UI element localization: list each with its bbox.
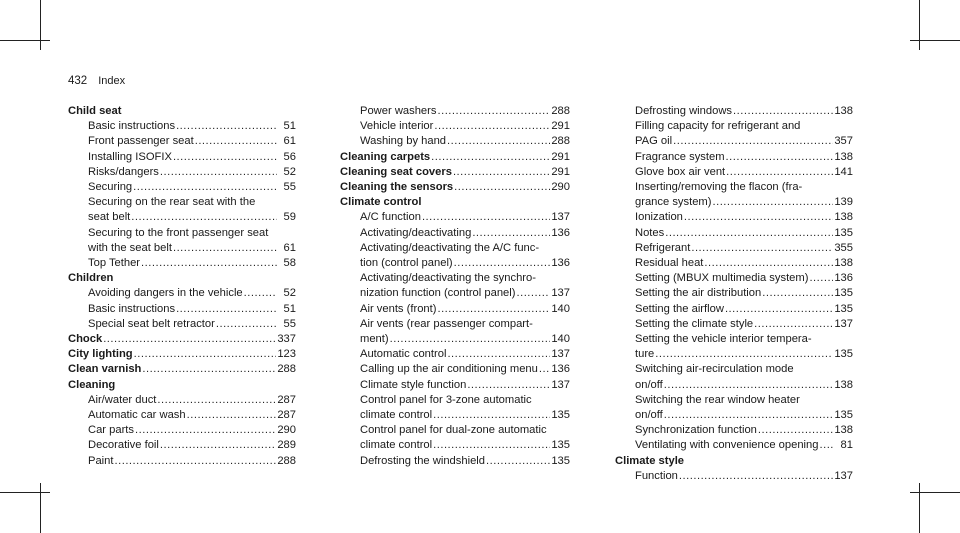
page-reference[interactable]: 287 bbox=[277, 393, 296, 406]
page-reference[interactable]: 288 bbox=[551, 105, 570, 117]
entry-label: A/C function bbox=[360, 211, 421, 224]
index-entry[interactable] bbox=[68, 408, 296, 423]
leader-dots bbox=[539, 362, 550, 377]
index-entry[interactable] bbox=[615, 286, 853, 301]
crop-mark bbox=[0, 492, 50, 493]
crop-mark bbox=[919, 0, 920, 50]
page-reference[interactable]: 139 bbox=[834, 196, 853, 209]
leader-dots bbox=[160, 165, 277, 180]
page-reference[interactable]: 135 bbox=[551, 409, 570, 422]
crop-mark bbox=[910, 492, 960, 493]
index-entry[interactable] bbox=[340, 226, 570, 241]
leader-dots bbox=[691, 241, 833, 256]
index-entry-text: Inserting/removing the flacon (fra- bbox=[635, 181, 803, 194]
index-entry-text: Air vents (rear passenger compart- bbox=[360, 317, 533, 330]
index-entry[interactable] bbox=[615, 302, 853, 317]
entry-label: Climate style function bbox=[360, 378, 467, 391]
page-reference[interactable]: 135 bbox=[834, 287, 853, 300]
entry-label: City lighting bbox=[68, 348, 133, 361]
leader-dots bbox=[431, 150, 550, 165]
entry-label: climate control bbox=[360, 409, 433, 422]
entry-label: Ventilating with convenience opening bbox=[635, 439, 819, 452]
index-entry[interactable] bbox=[340, 378, 570, 393]
leader-dots bbox=[134, 347, 277, 362]
index-heading: Cleaning bbox=[68, 378, 116, 391]
leader-dots bbox=[115, 454, 277, 469]
index-entry[interactable] bbox=[68, 286, 296, 301]
index-entry[interactable] bbox=[340, 134, 570, 149]
entry-label: Front passenger seat bbox=[88, 135, 194, 148]
index-heading: Climate control bbox=[340, 196, 422, 209]
index-heading-entry[interactable] bbox=[68, 332, 296, 347]
page-reference[interactable]: 140 bbox=[551, 333, 570, 346]
page-reference[interactable]: 288 bbox=[277, 454, 296, 467]
index-entry-text: Securing on the rear seat with the bbox=[88, 196, 256, 209]
entry-label: Setting the airflow bbox=[635, 302, 724, 315]
index-column-2 bbox=[340, 104, 570, 469]
leader-dots bbox=[141, 256, 277, 271]
leader-dots bbox=[454, 180, 550, 195]
leader-dots bbox=[725, 302, 833, 317]
leader-dots bbox=[516, 286, 550, 301]
index-entry[interactable] bbox=[68, 119, 296, 134]
page-reference[interactable]: 357 bbox=[834, 135, 853, 148]
page-reference[interactable]: 288 bbox=[551, 135, 570, 148]
page-reference[interactable]: 136 bbox=[834, 272, 853, 285]
entry-label: Cleaning the sensors bbox=[340, 181, 454, 194]
index-entry-text: Filling capacity for refrigerant and bbox=[635, 120, 801, 133]
leader-dots bbox=[437, 302, 550, 317]
leader-dots bbox=[160, 438, 276, 453]
leader-dots bbox=[655, 347, 833, 362]
page-reference[interactable]: 288 bbox=[277, 363, 296, 376]
leader-dots bbox=[216, 317, 277, 332]
leader-dots bbox=[472, 226, 550, 241]
crop-mark bbox=[910, 40, 960, 41]
entry-label: Defrosting the windshield bbox=[360, 454, 485, 467]
leader-dots bbox=[486, 454, 550, 469]
leader-dots bbox=[758, 423, 833, 438]
leader-dots bbox=[679, 469, 833, 484]
index-entry[interactable] bbox=[340, 119, 570, 134]
index-entry[interactable] bbox=[615, 317, 853, 332]
leader-dots bbox=[390, 332, 551, 347]
entry-label: Ionization bbox=[635, 211, 683, 224]
entry-label: Setting the climate style bbox=[635, 317, 754, 330]
page-reference[interactable]: 136 bbox=[551, 257, 570, 270]
entry-label: Refrigerant bbox=[635, 241, 691, 254]
entry-label: climate control bbox=[360, 439, 433, 452]
index-heading: Children bbox=[68, 272, 114, 285]
leader-dots bbox=[447, 347, 550, 362]
leader-dots bbox=[135, 423, 276, 438]
index-heading-entry[interactable] bbox=[68, 347, 296, 362]
entry-label: Securing bbox=[88, 181, 133, 194]
entry-label: on/off bbox=[635, 409, 663, 422]
entry-label: Calling up the air conditioning menu bbox=[360, 363, 538, 376]
index-entry-text: Securing to the front passenger seat bbox=[88, 226, 269, 239]
index-entry[interactable] bbox=[340, 332, 570, 347]
entry-label: Power washers bbox=[360, 105, 437, 117]
index-entry[interactable] bbox=[340, 256, 570, 271]
index-heading: Climate style bbox=[615, 454, 685, 467]
page-reference[interactable]: 61 bbox=[283, 135, 296, 148]
leader-dots bbox=[454, 256, 551, 271]
leader-dots bbox=[142, 362, 276, 377]
entry-label: ment) bbox=[360, 333, 389, 346]
page-reference[interactable]: 135 bbox=[551, 439, 570, 452]
page-reference[interactable]: 140 bbox=[551, 302, 570, 315]
entry-label: Air/water duct bbox=[88, 393, 157, 406]
page-reference[interactable]: 51 bbox=[283, 120, 296, 133]
leader-dots bbox=[437, 104, 550, 119]
entry-label: Basic instructions bbox=[88, 120, 176, 133]
index-entry[interactable] bbox=[615, 256, 853, 271]
entry-label: Cleaning carpets bbox=[340, 150, 431, 163]
index-entry[interactable] bbox=[615, 150, 853, 165]
index-entry[interactable] bbox=[68, 454, 296, 469]
page-reference[interactable]: 137 bbox=[551, 348, 570, 361]
page-reference[interactable]: 355 bbox=[834, 241, 853, 254]
leader-dots bbox=[131, 210, 277, 225]
crop-mark bbox=[40, 483, 41, 533]
leader-dots bbox=[704, 256, 833, 271]
page-reference[interactable]: 291 bbox=[551, 120, 570, 133]
page-reference[interactable]: 138 bbox=[834, 257, 853, 270]
page-reference[interactable]: 135 bbox=[551, 454, 570, 467]
page-reference[interactable]: 137 bbox=[551, 287, 570, 300]
page-reference[interactable]: 141 bbox=[834, 165, 853, 178]
index-heading-entry[interactable] bbox=[340, 180, 570, 195]
leader-dots bbox=[726, 150, 834, 165]
entry-label: Chock bbox=[68, 333, 103, 346]
entry-label: Special seat belt retractor bbox=[88, 317, 215, 330]
index-entry[interactable] bbox=[68, 423, 296, 438]
leader-dots bbox=[187, 408, 277, 423]
index-entry-text: Control panel for 3-zone automatic bbox=[360, 393, 532, 406]
index-entry[interactable] bbox=[68, 438, 296, 453]
entry-label: with the seat belt bbox=[88, 241, 172, 254]
index-entry[interactable] bbox=[68, 256, 296, 271]
entry-label: Installing ISOFIX bbox=[88, 150, 172, 163]
page-reference[interactable]: 137 bbox=[551, 211, 570, 224]
index-entry[interactable] bbox=[68, 317, 296, 332]
crop-mark bbox=[40, 0, 41, 50]
page-reference[interactable]: 51 bbox=[283, 302, 296, 315]
leader-dots bbox=[467, 378, 550, 393]
entry-label: nization function (control panel) bbox=[360, 287, 516, 300]
index-entry[interactable] bbox=[615, 438, 853, 453]
page-reference[interactable]: 136 bbox=[551, 226, 570, 239]
index-entry[interactable] bbox=[68, 165, 296, 180]
entry-label: Clean varnish bbox=[68, 363, 142, 376]
page-reference[interactable]: 138 bbox=[834, 105, 853, 117]
entry-label: Notes bbox=[635, 226, 665, 239]
page-reference[interactable]: 290 bbox=[277, 424, 296, 437]
page-reference[interactable]: 289 bbox=[277, 439, 296, 452]
index-entry[interactable] bbox=[615, 271, 853, 286]
index-entry[interactable] bbox=[615, 378, 853, 393]
entry-label: Risks/dangers bbox=[88, 165, 159, 178]
index-entry[interactable] bbox=[68, 302, 296, 317]
page-reference[interactable]: 136 bbox=[551, 363, 570, 376]
page-reference[interactable]: 61 bbox=[283, 241, 296, 254]
index-heading-entry[interactable] bbox=[340, 165, 570, 180]
entry-label: Glove box air vent bbox=[635, 165, 726, 178]
crop-mark bbox=[0, 40, 50, 41]
index-entry-text: Activating/deactivating the A/C func- bbox=[360, 241, 540, 254]
page-header bbox=[68, 75, 125, 87]
page-reference[interactable]: 138 bbox=[834, 378, 853, 391]
entry-label: Defrosting windows bbox=[635, 105, 733, 117]
index-entry[interactable] bbox=[340, 104, 570, 119]
leader-dots bbox=[665, 226, 833, 241]
entry-label: grance system) bbox=[635, 196, 712, 209]
index-entry-text: Control panel for dual-zone automatic bbox=[360, 424, 547, 437]
page-reference[interactable]: 58 bbox=[283, 257, 296, 270]
page-reference[interactable]: 291 bbox=[551, 165, 570, 178]
entry-label: Activating/deactivating bbox=[360, 226, 472, 239]
entry-label: ture bbox=[635, 348, 655, 361]
index-entry[interactable] bbox=[615, 408, 853, 423]
index-heading-entry[interactable] bbox=[340, 150, 570, 165]
page-reference[interactable]: 135 bbox=[834, 226, 853, 239]
page-reference[interactable]: 135 bbox=[834, 409, 853, 422]
index-entry-text: Switching the rear window heater bbox=[635, 393, 800, 406]
leader-dots bbox=[173, 241, 277, 256]
index-entry[interactable] bbox=[340, 347, 570, 362]
entry-label: Fragrance system bbox=[635, 150, 725, 163]
leader-dots bbox=[157, 393, 276, 408]
index-entry[interactable] bbox=[615, 347, 853, 362]
index-entry[interactable] bbox=[615, 226, 853, 241]
index-entry[interactable] bbox=[615, 134, 853, 149]
entry-label: Washing by hand bbox=[360, 135, 447, 148]
entry-label: Cleaning seat covers bbox=[340, 165, 452, 178]
leader-dots bbox=[453, 165, 550, 180]
entry-label: Basic instructions bbox=[88, 302, 176, 315]
leader-dots bbox=[244, 286, 277, 301]
index-entry[interactable] bbox=[340, 438, 570, 453]
index-entry[interactable] bbox=[615, 165, 853, 180]
index-entry[interactable] bbox=[615, 195, 853, 210]
leader-dots bbox=[754, 317, 833, 332]
page-reference[interactable]: 56 bbox=[283, 150, 296, 163]
leader-dots bbox=[726, 165, 833, 180]
index-entry-text: Setting the vehicle interior tempera- bbox=[635, 333, 812, 346]
index-heading-entry[interactable] bbox=[68, 362, 296, 377]
page-reference[interactable]: 52 bbox=[283, 287, 296, 300]
index-entry[interactable] bbox=[615, 210, 853, 225]
leader-dots bbox=[664, 378, 834, 393]
leader-dots bbox=[195, 134, 277, 149]
entry-label: Decorative foil bbox=[88, 439, 159, 452]
index-entry[interactable] bbox=[340, 408, 570, 423]
entry-label: PAG oil bbox=[635, 135, 673, 148]
index-entry[interactable] bbox=[68, 134, 296, 149]
page-reference[interactable]: 138 bbox=[834, 211, 853, 224]
leader-dots bbox=[103, 332, 276, 347]
page-reference[interactable]: 59 bbox=[283, 211, 296, 224]
page-reference[interactable]: 135 bbox=[834, 302, 853, 315]
page-reference[interactable]: 291 bbox=[551, 150, 570, 163]
entry-label: Function bbox=[635, 469, 678, 482]
leader-dots bbox=[673, 134, 833, 149]
page-reference[interactable]: 135 bbox=[834, 348, 853, 361]
entry-label: Setting (MBUX multimedia system) bbox=[635, 272, 809, 285]
page-reference[interactable]: 81 bbox=[840, 439, 853, 452]
entry-label: Setting the air distribution bbox=[635, 287, 762, 300]
index-entry[interactable] bbox=[340, 454, 570, 469]
entry-label: Car parts bbox=[88, 424, 135, 437]
page-number: 432 bbox=[68, 75, 88, 87]
index-column-1 bbox=[68, 104, 296, 469]
entry-label: seat belt bbox=[88, 211, 131, 224]
page-reference[interactable]: 137 bbox=[834, 317, 853, 330]
index-entry[interactable] bbox=[68, 241, 296, 256]
section-title: Index bbox=[98, 75, 126, 87]
page-reference[interactable]: 138 bbox=[834, 150, 853, 163]
page-reference[interactable]: 55 bbox=[283, 317, 296, 330]
leader-dots bbox=[422, 210, 550, 225]
index-entry[interactable] bbox=[615, 423, 853, 438]
leader-dots bbox=[762, 286, 833, 301]
index-entry-text: Switching air-recirculation mode bbox=[635, 363, 794, 376]
index-column-3 bbox=[615, 104, 853, 484]
crop-mark bbox=[919, 483, 920, 533]
leader-dots bbox=[173, 150, 277, 165]
index-entry[interactable] bbox=[615, 104, 853, 119]
leader-dots bbox=[433, 408, 550, 423]
page-reference[interactable]: 287 bbox=[277, 409, 296, 422]
entry-label: tion (control panel) bbox=[360, 257, 453, 270]
leader-dots bbox=[733, 104, 833, 119]
entry-label: Vehicle interior bbox=[360, 120, 434, 133]
entry-label: Air vents (front) bbox=[360, 302, 437, 315]
index-entry[interactable] bbox=[340, 286, 570, 301]
index-entry[interactable] bbox=[340, 362, 570, 377]
entry-label: Automatic car wash bbox=[88, 409, 186, 422]
entry-label: Synchronization function bbox=[635, 424, 757, 437]
index-entry[interactable] bbox=[68, 393, 296, 408]
leader-dots bbox=[809, 271, 833, 286]
index-entry[interactable] bbox=[68, 180, 296, 195]
page-reference[interactable]: 137 bbox=[551, 378, 570, 391]
index-entry-text: Activating/deactivating the synchro- bbox=[360, 272, 536, 285]
page-reference[interactable]: 138 bbox=[834, 424, 853, 437]
leader-dots bbox=[447, 134, 550, 149]
leader-dots bbox=[176, 119, 277, 134]
leader-dots bbox=[664, 408, 834, 423]
entry-label: Paint bbox=[88, 454, 114, 467]
index-entry[interactable] bbox=[68, 150, 296, 165]
page-reference[interactable]: 52 bbox=[283, 165, 296, 178]
index-entry[interactable] bbox=[340, 210, 570, 225]
leader-dots bbox=[684, 210, 833, 225]
leader-dots bbox=[819, 438, 834, 453]
leader-dots bbox=[712, 195, 833, 210]
index-entry[interactable] bbox=[615, 469, 853, 484]
page-reference[interactable]: 55 bbox=[283, 181, 296, 194]
entry-label: Automatic control bbox=[360, 348, 447, 361]
index-heading: Child seat bbox=[68, 105, 122, 117]
index-entry[interactable] bbox=[68, 210, 296, 225]
page-reference[interactable]: 337 bbox=[277, 333, 296, 346]
leader-dots bbox=[434, 119, 550, 134]
page-reference[interactable]: 290 bbox=[551, 181, 570, 194]
index-entry[interactable] bbox=[615, 241, 853, 256]
leader-dots bbox=[133, 180, 277, 195]
entry-label: Avoiding dangers in the vehicle bbox=[88, 287, 243, 300]
page-reference[interactable]: 137 bbox=[834, 469, 853, 482]
page-reference[interactable]: 123 bbox=[277, 348, 296, 361]
index-entry[interactable] bbox=[340, 302, 570, 317]
entry-label: Top Tether bbox=[88, 257, 141, 270]
entry-label: on/off bbox=[635, 378, 663, 391]
leader-dots bbox=[176, 302, 277, 317]
entry-label: Residual heat bbox=[635, 257, 704, 270]
leader-dots bbox=[433, 438, 550, 453]
